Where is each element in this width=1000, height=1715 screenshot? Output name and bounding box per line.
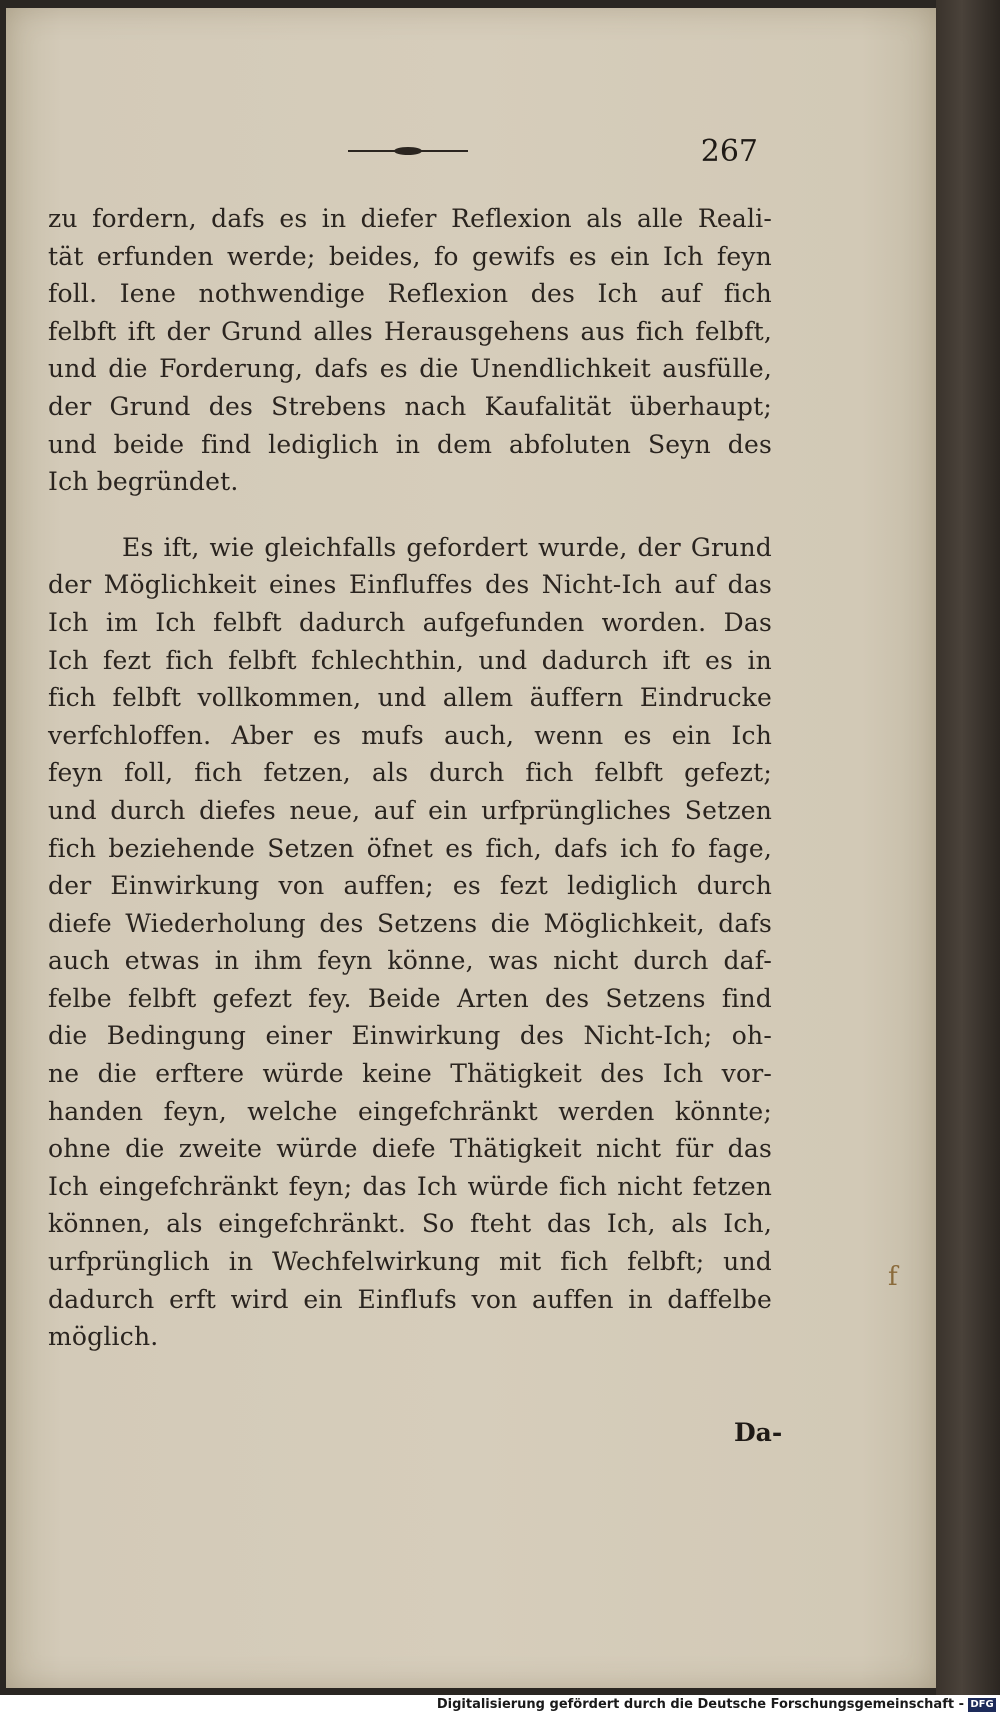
text-line: zu fordern, dafs es in diefer Reflexion als alle Reali-: [48, 204, 772, 233]
text-line: ohne die zweite würde diefe Thätigkeit nicht für das: [48, 1134, 772, 1164]
text-line: Ich fezt fich felbft fchlechthin, und dadurch ift es in: [48, 645, 772, 675]
page-number: 267: [700, 134, 758, 169]
rule-ornament: [394, 147, 422, 155]
paragraph-1: [48, 200, 772, 501]
text-line: urfprünglich in Wechfelwirkung mit fich felbft; und: [48, 1247, 772, 1277]
text-line: die Bedingung einer Einwirkung des Nicht-Ich; oh-: [48, 1021, 772, 1051]
rule-right: [420, 150, 468, 152]
text-line: foll. Iene nothwendige Reflexion des Ich auf fich: [48, 279, 772, 309]
text-line: fich felbft vollkommen, und allem äuffern Eindrucke: [48, 683, 772, 713]
text-line: der Möglichkeit eines Einfluffes des Nicht-Ich auf das: [48, 570, 772, 600]
text-line: diefe Wiederholung des Setzens die Möglichkeit, dafs: [48, 908, 772, 938]
text-line: feyn foll, fich fetzen, als durch fich felbft gefezt;: [48, 758, 772, 788]
text-line: felbe felbft gefezt fey. Beide Arten des Setzens find: [48, 983, 772, 1013]
body-text: [48, 200, 772, 1356]
text-line: Ich im Ich felbft dadurch aufgefunden worden. Das: [48, 607, 772, 637]
text-line: handen feyn, welche eingefchränkt werden könnte;: [48, 1096, 772, 1126]
catchword: Da-: [734, 1418, 783, 1447]
text-line: tät erfunden werde; beides, fo gewifs es ein Ich feyn: [48, 241, 772, 271]
text-line: Es ift, wie gleichfalls gefordert wurde, der Grund: [122, 532, 772, 562]
text-line: können, als eingefchränkt. So fteht das Ich, als Ich,: [48, 1209, 772, 1239]
header-ornament-rule: [348, 146, 468, 156]
margin-mark: f: [888, 1262, 898, 1292]
text-line: Ich eingefchränkt feyn; das Ich würde fich nicht fetzen: [48, 1171, 772, 1201]
book-edge: [936, 0, 1000, 1695]
text-line: ne die erftere würde keine Thätigkeit des Ich vor-: [48, 1059, 772, 1089]
text-line: und durch diefes neue, auf ein urfprüngliches Setzen: [48, 795, 772, 825]
text-line: und die Forderung, dafs es die Unendlichkeit ausfülle,: [48, 354, 772, 384]
text-line: und beide find lediglich in dem abfoluten Seyn des: [48, 429, 772, 459]
text-line: der Einwirkung von auffen; es fezt lediglich durch: [48, 871, 772, 901]
paragraph-2: [48, 529, 772, 1356]
text-line: auch etwas in ihm feyn könne, was nicht durch daf-: [48, 946, 772, 976]
rule-left: [348, 150, 396, 152]
text-line: felbft ift der Grund alles Herausgehens aus fich felbft,: [48, 316, 772, 346]
dfg-logo: DFG: [968, 1698, 996, 1712]
text-line: der Grund des Strebens nach Kaufalität überhaupt;: [48, 391, 772, 421]
text-line: verfchloffen. Aber es mufs auch, wenn es ein Ich: [48, 720, 772, 750]
text-line: Ich begründet.: [48, 467, 239, 497]
text-line: dadurch erft wird ein Einflufs von auffen in daffelbe: [48, 1284, 772, 1314]
text-line: möglich.: [48, 1322, 159, 1352]
text-line: fich beziehende Setzen öfnet es fich, dafs ich fo fage,: [48, 833, 772, 863]
footer-credit: Digitalisierung gefördert durch die Deutsche Forschungsgemeinschaft -: [436, 1697, 964, 1712]
